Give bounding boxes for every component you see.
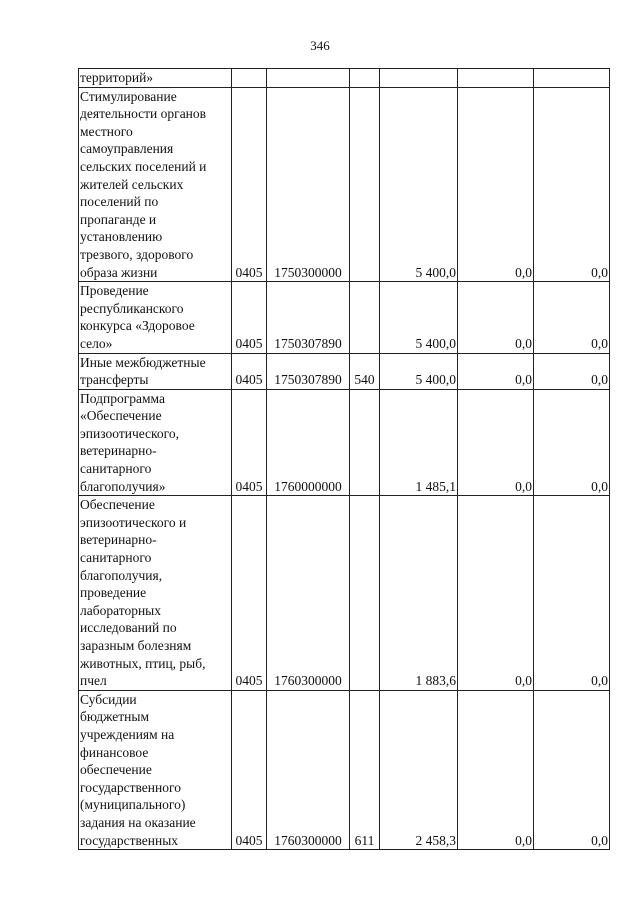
row-name-cell xyxy=(79,389,232,496)
table-row xyxy=(79,389,610,496)
section-cell: 0405 xyxy=(232,496,267,691)
value1-cell xyxy=(458,69,534,88)
row-name-line: бюджетным xyxy=(80,709,150,725)
value2-cell xyxy=(534,69,610,88)
expense-type-cell xyxy=(350,496,380,691)
value1-cell: 0,0 xyxy=(458,690,534,849)
expense-type-cell: 540 xyxy=(350,353,380,389)
row-name-line: республиканского xyxy=(80,300,184,316)
row-name-cell xyxy=(79,496,232,691)
row-name-cell xyxy=(79,87,232,282)
value2-cell: 0,0 xyxy=(534,389,610,496)
value2-cell: 0,0 xyxy=(534,353,610,389)
row-name-line: государственного xyxy=(80,779,181,795)
code-cell xyxy=(267,69,350,88)
code-cell: 1760300000 xyxy=(267,496,350,691)
table-row xyxy=(79,282,610,353)
row-name-line: благополучия, xyxy=(80,567,163,583)
section-cell: 0405 xyxy=(232,690,267,849)
expense-type-cell xyxy=(350,69,380,88)
code-cell: 1750307890 xyxy=(267,353,350,389)
expense-type-cell: 611 xyxy=(350,690,380,849)
row-name-line: «Обеспечение xyxy=(80,408,162,424)
row-name-line: жителей сельских xyxy=(80,176,184,192)
row-name-line: ветеринарно- xyxy=(80,443,157,459)
value1-cell: 0,0 xyxy=(458,87,534,282)
expense-type-cell xyxy=(350,389,380,496)
row-name-line: установлению xyxy=(80,229,163,245)
table-row xyxy=(79,353,610,389)
row-name-line: местного xyxy=(80,123,133,139)
row-name-line: Субсидии xyxy=(80,691,137,707)
budget-table xyxy=(78,68,610,850)
row-name-line: поселений по xyxy=(80,194,159,210)
section-cell: 0405 xyxy=(232,353,267,389)
row-name-line: (муниципального) xyxy=(80,797,186,813)
value1-cell: 0,0 xyxy=(458,282,534,353)
row-name-line: село» xyxy=(80,335,113,351)
code-cell: 1760300000 xyxy=(267,690,350,849)
value1-cell: 0,0 xyxy=(458,496,534,691)
value1-cell: 0,0 xyxy=(458,389,534,496)
page-number: 346 xyxy=(310,38,330,53)
amount-cell: 1 485,1 xyxy=(380,389,458,496)
row-name-line: деятельности органов xyxy=(80,106,207,122)
row-name-line: учреждениям на xyxy=(80,726,175,742)
row-name-cell xyxy=(79,69,232,88)
row-name-line: животных, птиц, рыб, xyxy=(80,655,206,671)
row-name-line: сельских поселений и xyxy=(80,158,207,174)
table-row xyxy=(79,496,610,691)
value2-cell: 0,0 xyxy=(534,496,610,691)
expense-type-cell xyxy=(350,282,380,353)
row-name-cell xyxy=(79,690,232,849)
code-cell: 1750300000 xyxy=(267,87,350,282)
row-name-line: пчел xyxy=(80,673,107,689)
row-name-line: Иные межбюджетные xyxy=(80,354,206,370)
row-name-line: территорий» xyxy=(80,70,154,85)
section-cell xyxy=(232,69,267,88)
value2-cell: 0,0 xyxy=(534,282,610,353)
amount-cell: 5 400,0 xyxy=(380,353,458,389)
row-name-line: проведение xyxy=(80,585,147,601)
row-name-line: финансовое xyxy=(80,744,149,760)
amount-cell: 5 400,0 xyxy=(380,87,458,282)
row-name-line: обеспечение xyxy=(80,762,152,778)
row-name-line: санитарного xyxy=(80,461,152,477)
row-name-line: эпизоотического и xyxy=(80,514,187,530)
row-name-line: пропаганде и xyxy=(80,211,157,227)
value1-cell: 0,0 xyxy=(458,353,534,389)
value2-cell: 0,0 xyxy=(534,690,610,849)
row-name-cell xyxy=(79,282,232,353)
amount-cell xyxy=(380,69,458,88)
row-name-line: исследований по xyxy=(80,620,177,636)
section-cell: 0405 xyxy=(232,389,267,496)
code-cell: 1760000000 xyxy=(267,389,350,496)
row-name-line: трезвого, здорового xyxy=(80,246,194,262)
table-row xyxy=(79,69,610,88)
section-cell: 0405 xyxy=(232,87,267,282)
row-name-line: эпизоотического, xyxy=(80,425,180,441)
row-name-line: благополучия» xyxy=(80,478,166,494)
row-name-line: трансферты xyxy=(80,372,149,388)
row-name-line: самоуправления xyxy=(80,141,174,157)
row-name-line: образа жизни xyxy=(80,264,158,280)
row-name-line: ветеринарно- xyxy=(80,532,157,548)
row-name-line: Обеспечение xyxy=(80,497,155,513)
section-cell: 0405 xyxy=(232,282,267,353)
value2-cell: 0,0 xyxy=(534,87,610,282)
row-name-cell xyxy=(79,353,232,389)
row-name-line: лабораторных xyxy=(80,602,162,618)
code-cell: 1750307890 xyxy=(267,282,350,353)
row-name-line: конкурса «Здоровое xyxy=(80,318,195,334)
row-name-line: задания на оказание xyxy=(80,814,196,830)
row-name-line: Проведение xyxy=(80,283,149,299)
expense-type-cell xyxy=(350,87,380,282)
table-row xyxy=(79,690,610,849)
amount-cell: 1 883,6 xyxy=(380,496,458,691)
amount-cell: 2 458,3 xyxy=(380,690,458,849)
row-name-line: Стимулирование xyxy=(80,88,177,104)
amount-cell: 5 400,0 xyxy=(380,282,458,353)
row-name-line: Подпрограмма xyxy=(80,390,165,406)
row-name-line: санитарного xyxy=(80,550,152,566)
table-row xyxy=(79,87,610,282)
row-name-line: государственных xyxy=(80,832,179,848)
row-name-line: заразным болезням xyxy=(80,638,192,653)
